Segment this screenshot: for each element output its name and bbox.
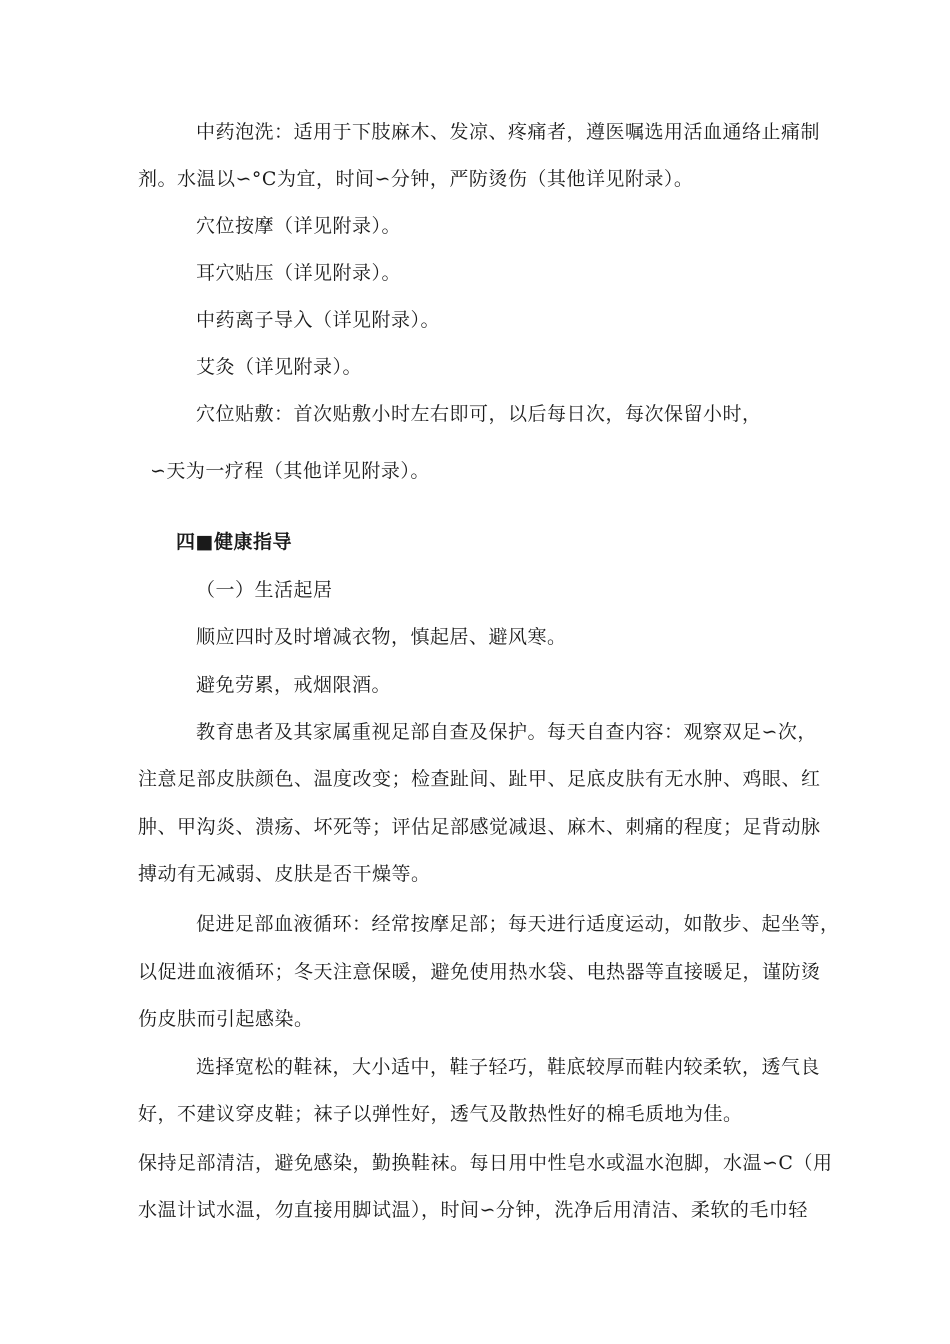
paragraph-line: 艾灸（详见附录）。 bbox=[196, 356, 363, 378]
paragraph-line: 中药离子导入（详见附录）。 bbox=[196, 309, 441, 331]
paragraph-line: 穴位贴敷：首次贴敷小时左右即可，以后每日次，每次保留小时， bbox=[196, 403, 762, 425]
paragraph-line: 避免劳累，戒烟限酒。 bbox=[196, 674, 392, 696]
paragraph-line: 水温计试水温，勿直接用脚试温），时间∽分钟，洗净后用清洁、柔软的毛巾轻 bbox=[138, 1199, 808, 1221]
paragraph-line: 注意足部皮肤颜色、温度改变；检查趾间、趾甲、足底皮肤有无水肿、鸡眼、红 bbox=[138, 768, 821, 790]
paragraph-line: ∽天为一疗程（其他详见附录）。 bbox=[150, 460, 430, 482]
subsection-heading: （一）生活起居 bbox=[196, 579, 333, 601]
paragraph-line: 保持足部清洁，避免感染，勤换鞋袜。每日用中性皂水或温水泡脚，水温∽C（用 bbox=[138, 1152, 833, 1174]
paragraph-line: 伤皮肤而引起感染。 bbox=[138, 1008, 314, 1030]
paragraph-line: 剂。水温以∽°C为宜，时间∽分钟，严防烫伤（其他详见附录）。 bbox=[138, 168, 694, 190]
paragraph-line: 选择宽松的鞋袜，大小适中，鞋子轻巧，鞋底较厚而鞋内较柔软，透气良 bbox=[196, 1056, 821, 1078]
paragraph-line: 顺应四时及时增减衣物，慎起居、避风寒。 bbox=[196, 626, 567, 648]
paragraph-line: 耳穴贴压（详见附录）。 bbox=[196, 262, 402, 284]
paragraph-line: 好，不建议穿皮鞋；袜子以弹性好，透气及散热性好的棉毛质地为佳。 bbox=[138, 1103, 743, 1125]
paragraph-line: 促进足部血液循环：经常按摩足部；每天进行适度运动，如散步、起坐等， bbox=[196, 913, 840, 935]
paragraph-line: 中药泡洗：适用于下肢麻木、发凉、疼痛者，遵医嘱选用活血通络止痛制 bbox=[196, 121, 821, 143]
paragraph-line: 以促进血液循环；冬天注意保暖，避免使用热水袋、电热器等直接暖足，谨防烫 bbox=[138, 961, 821, 983]
paragraph-line: 教育患者及其家属重视足部自查及保护。每天自查内容：观察双足∽次， bbox=[196, 721, 817, 743]
paragraph-line: 穴位按摩（详见附录）。 bbox=[196, 215, 402, 237]
paragraph-line: 搏动有无减弱、皮肤是否干燥等。 bbox=[138, 863, 431, 885]
paragraph-line: 肿、甲沟炎、溃疡、坏死等；评估足部感觉减退、麻木、刺痛的程度；足背动脉 bbox=[138, 816, 821, 838]
section-heading: 四■健康指导 bbox=[176, 531, 292, 553]
